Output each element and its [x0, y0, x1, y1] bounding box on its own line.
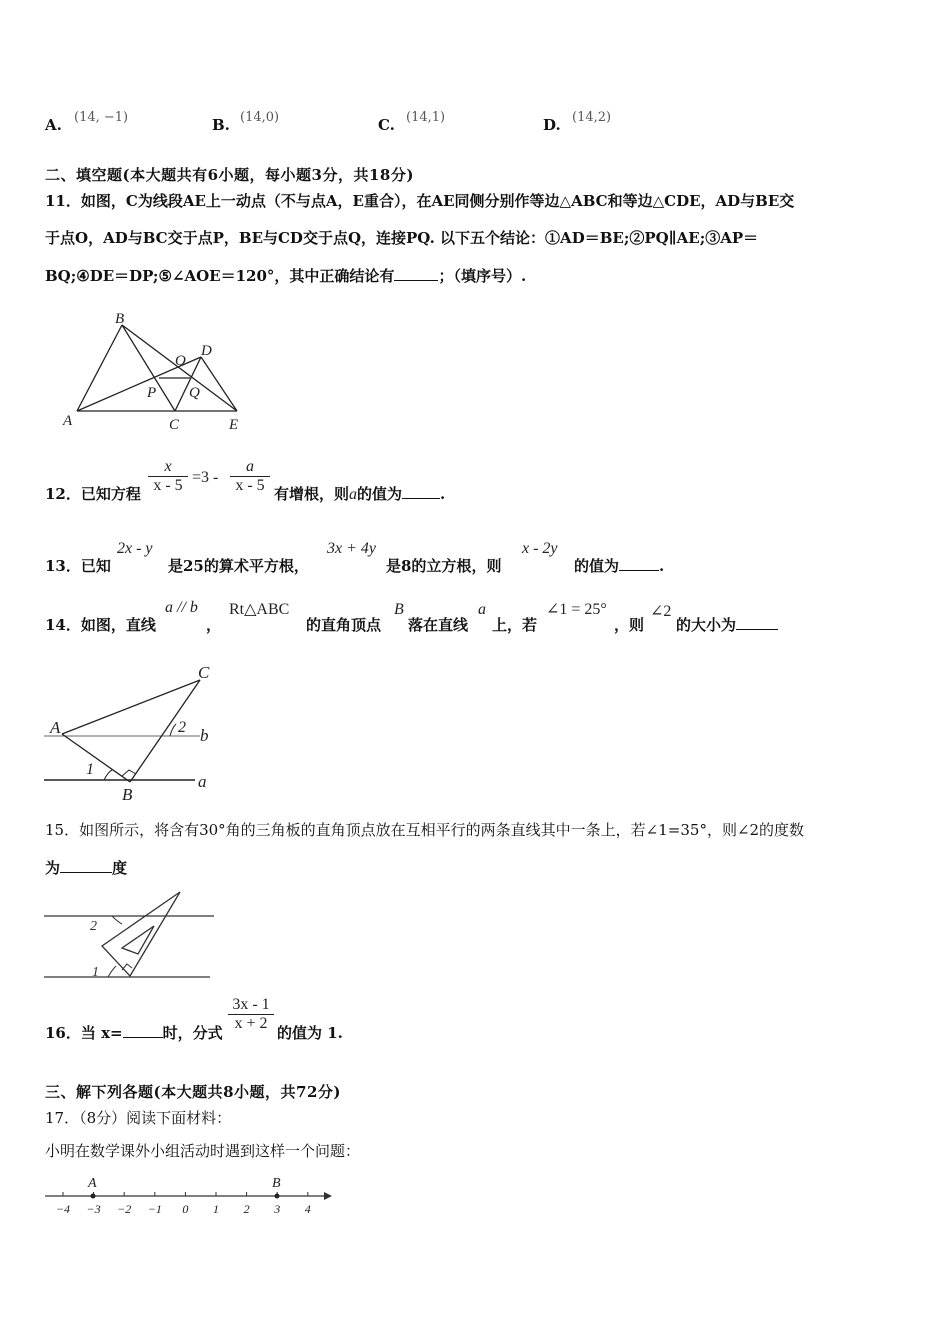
- q11-line-2: 于点O，AD与BC交于点P，BE与CD交于点Q，连接PQ. 以下五个结论：①AD＝BE;②PQ∥AE;③AP＝: [45, 229, 759, 247]
- tick-label: −1: [147, 1202, 162, 1216]
- tick-label: −4: [55, 1202, 71, 1216]
- q16-answer-blank[interactable]: [123, 1023, 163, 1038]
- option-b-value: (14,0): [240, 110, 280, 125]
- fig11-label-q: Q: [189, 385, 200, 401]
- figure-q14: [40, 660, 230, 805]
- q14-prefix: 14．如图，直线: [45, 616, 156, 634]
- q14-answer-blank[interactable]: [736, 615, 778, 630]
- q16-fraction: [228, 996, 274, 1033]
- fig14-label-line-a: a: [198, 772, 207, 791]
- fig14-label-c: C: [198, 663, 210, 682]
- number-line: [40, 1172, 340, 1222]
- q14-expr-5: ∠1 = 25°: [546, 601, 607, 618]
- q13-text-3: 的值为: [574, 557, 620, 575]
- tick-label: 3: [274, 1202, 281, 1216]
- fig11-label-p: P: [147, 385, 157, 401]
- q13-expr-2: 3x + 4y: [327, 540, 376, 557]
- option-c-label: C.: [378, 116, 395, 134]
- point-b-label: B: [272, 1176, 281, 1191]
- q12-prefix: 12．已知方程: [45, 485, 141, 503]
- q16-prefix: 16．当 x=: [45, 1024, 123, 1042]
- q16-text-1: 时，分式: [162, 1024, 223, 1042]
- fig14-label-line-b: b: [200, 726, 209, 745]
- q14-expr-1: a // b: [165, 599, 198, 616]
- triangle-ruler-outer: [102, 892, 180, 976]
- q12-mid: =3 -: [192, 469, 219, 486]
- option-a-label: A.: [45, 116, 62, 134]
- q12-frac2-den: x - 5: [235, 477, 265, 494]
- segment-bc: [130, 680, 200, 782]
- q14-expr-4: a: [478, 601, 486, 618]
- figure-q15: [42, 888, 222, 983]
- q17-title: 17．（8分）阅读下面材料：: [45, 1109, 232, 1127]
- option-b-label: B.: [212, 116, 230, 134]
- q12-fraction-2: [230, 458, 270, 495]
- point-a-dot: [91, 1194, 96, 1199]
- q14-expr-3: B: [394, 601, 404, 618]
- q14-text-3: 上，若: [492, 616, 538, 634]
- q13-tail: [574, 555, 664, 576]
- tick-label: 4: [304, 1202, 311, 1216]
- segment-ab: [77, 325, 122, 411]
- q12-end: .: [440, 485, 446, 503]
- q16: [0, 996, 950, 1046]
- q14-comma: ，: [206, 616, 222, 634]
- fig11-label-c: C: [169, 417, 180, 433]
- option-c-value: (14,1): [406, 110, 446, 125]
- q13-prefix: 13．已知: [45, 557, 111, 575]
- q12-frac2-num: a: [246, 458, 254, 475]
- fig11-label-b: B: [115, 311, 125, 327]
- q11-line-3b: ；（填序号）.: [438, 267, 527, 285]
- tick-label: 0: [182, 1202, 189, 1216]
- q14-expr-2: Rt△ABC: [229, 601, 290, 618]
- angle-2-arc: [112, 916, 122, 924]
- figure-q11: [55, 305, 255, 435]
- q15-answer-blank[interactable]: [60, 858, 112, 873]
- tick-label: −3: [86, 1202, 101, 1216]
- q14-text-1: 的直角顶点: [306, 616, 382, 634]
- q11-line-3: [45, 265, 526, 286]
- number-line-arrow: [324, 1192, 332, 1200]
- q12-answer-blank[interactable]: [402, 484, 440, 499]
- q13-text-1: 是25的算术平方根，: [168, 557, 309, 575]
- q16-lead: [45, 1022, 223, 1043]
- fig11-label-a: A: [63, 413, 73, 429]
- q12-frac1-num: x: [164, 458, 172, 475]
- section-2-title: 二、填空题(本大题共有6小题，每小题3分，共18分): [45, 166, 414, 184]
- fig11-label-o: O: [175, 353, 186, 369]
- fig11-label-e: E: [229, 417, 239, 433]
- q12-suffix-1: 有增根，则: [274, 485, 350, 503]
- q13-answer-blank[interactable]: [619, 556, 659, 571]
- segment-de: [201, 357, 237, 411]
- fig14-label-b-point: B: [122, 785, 133, 804]
- q17-intro: 小明在数学课外小组活动时遇到这样一个问题：: [45, 1142, 361, 1160]
- q14-text-2: 落在直线: [408, 616, 469, 634]
- tick-label: 2: [243, 1202, 250, 1216]
- angle-1-arc: [108, 966, 116, 977]
- q12-var: a: [349, 486, 358, 503]
- q15-line-2: [45, 857, 127, 878]
- q12-frac1-den: x - 5: [153, 477, 183, 494]
- angle-2-arc: [170, 724, 176, 736]
- fig14-label-1: 1: [86, 761, 94, 778]
- q13: [0, 540, 950, 580]
- triangle-ruler-inner: [122, 926, 154, 954]
- q14-tail: [676, 614, 778, 635]
- angle-1-arc: [104, 770, 112, 780]
- tick-label: −2: [117, 1202, 132, 1216]
- option-d-value: (14,2): [572, 110, 612, 125]
- q12-text: [274, 483, 445, 504]
- q11-line-1: 11．如图，C为线段AE上一动点（不与点A，E重合），在AE同侧分别作等边△ABC和等边△CDE，AD与BE交: [45, 192, 795, 210]
- tick-label: 1: [213, 1202, 219, 1216]
- q12: [0, 455, 950, 505]
- option-a-value: (14, −1): [74, 110, 129, 125]
- q16-text-2: 的值为 1.: [277, 1024, 343, 1042]
- q10-options: [0, 108, 950, 138]
- right-angle-mark: [122, 770, 136, 776]
- fig14-label-a-point: A: [50, 718, 61, 737]
- q15-line-2a: 为: [45, 859, 61, 877]
- q14-expr-6: ∠2: [650, 603, 672, 620]
- q12-suffix-2: 的值为: [357, 485, 403, 503]
- q15-line-2b: 度: [112, 859, 128, 877]
- q14-text-4: ，则: [614, 616, 645, 634]
- q13-expr-1: 2x - y: [117, 540, 153, 557]
- q15-line-1: 15．如图所示，将含有30°角的三角板的直角顶点放在互相平行的两条直线其中一条上，若∠1=35°，则∠2的度数: [45, 821, 805, 839]
- point-b-dot: [275, 1194, 280, 1199]
- fig14-label-2: 2: [178, 719, 186, 736]
- section-3-title: 三、解下列各题(本大题共8小题，共72分): [45, 1083, 342, 1101]
- fig11-label-d: D: [201, 343, 212, 359]
- q13-expr-3: x - 2y: [522, 540, 558, 557]
- q16-frac-num: 3x - 1: [232, 996, 270, 1013]
- option-d-label: D.: [543, 116, 561, 134]
- q13-text-2: 是8的立方根，则: [386, 557, 502, 575]
- q14-text-5: 的大小为: [676, 616, 737, 634]
- segment-ab: [62, 734, 130, 782]
- q12-fraction-1: [148, 458, 188, 495]
- q13-end: .: [659, 557, 665, 575]
- point-a-label: A: [88, 1176, 97, 1191]
- q11-line-3a: BQ;④DE＝DP;⑤∠AOE＝120°，其中正确结论有: [45, 267, 395, 285]
- q16-frac-den: x + 2: [234, 1015, 268, 1032]
- fig15-label-2: 2: [90, 919, 97, 934]
- fig15-label-1: 1: [92, 965, 99, 980]
- q11-answer-blank[interactable]: [394, 266, 438, 281]
- q14: [0, 598, 950, 638]
